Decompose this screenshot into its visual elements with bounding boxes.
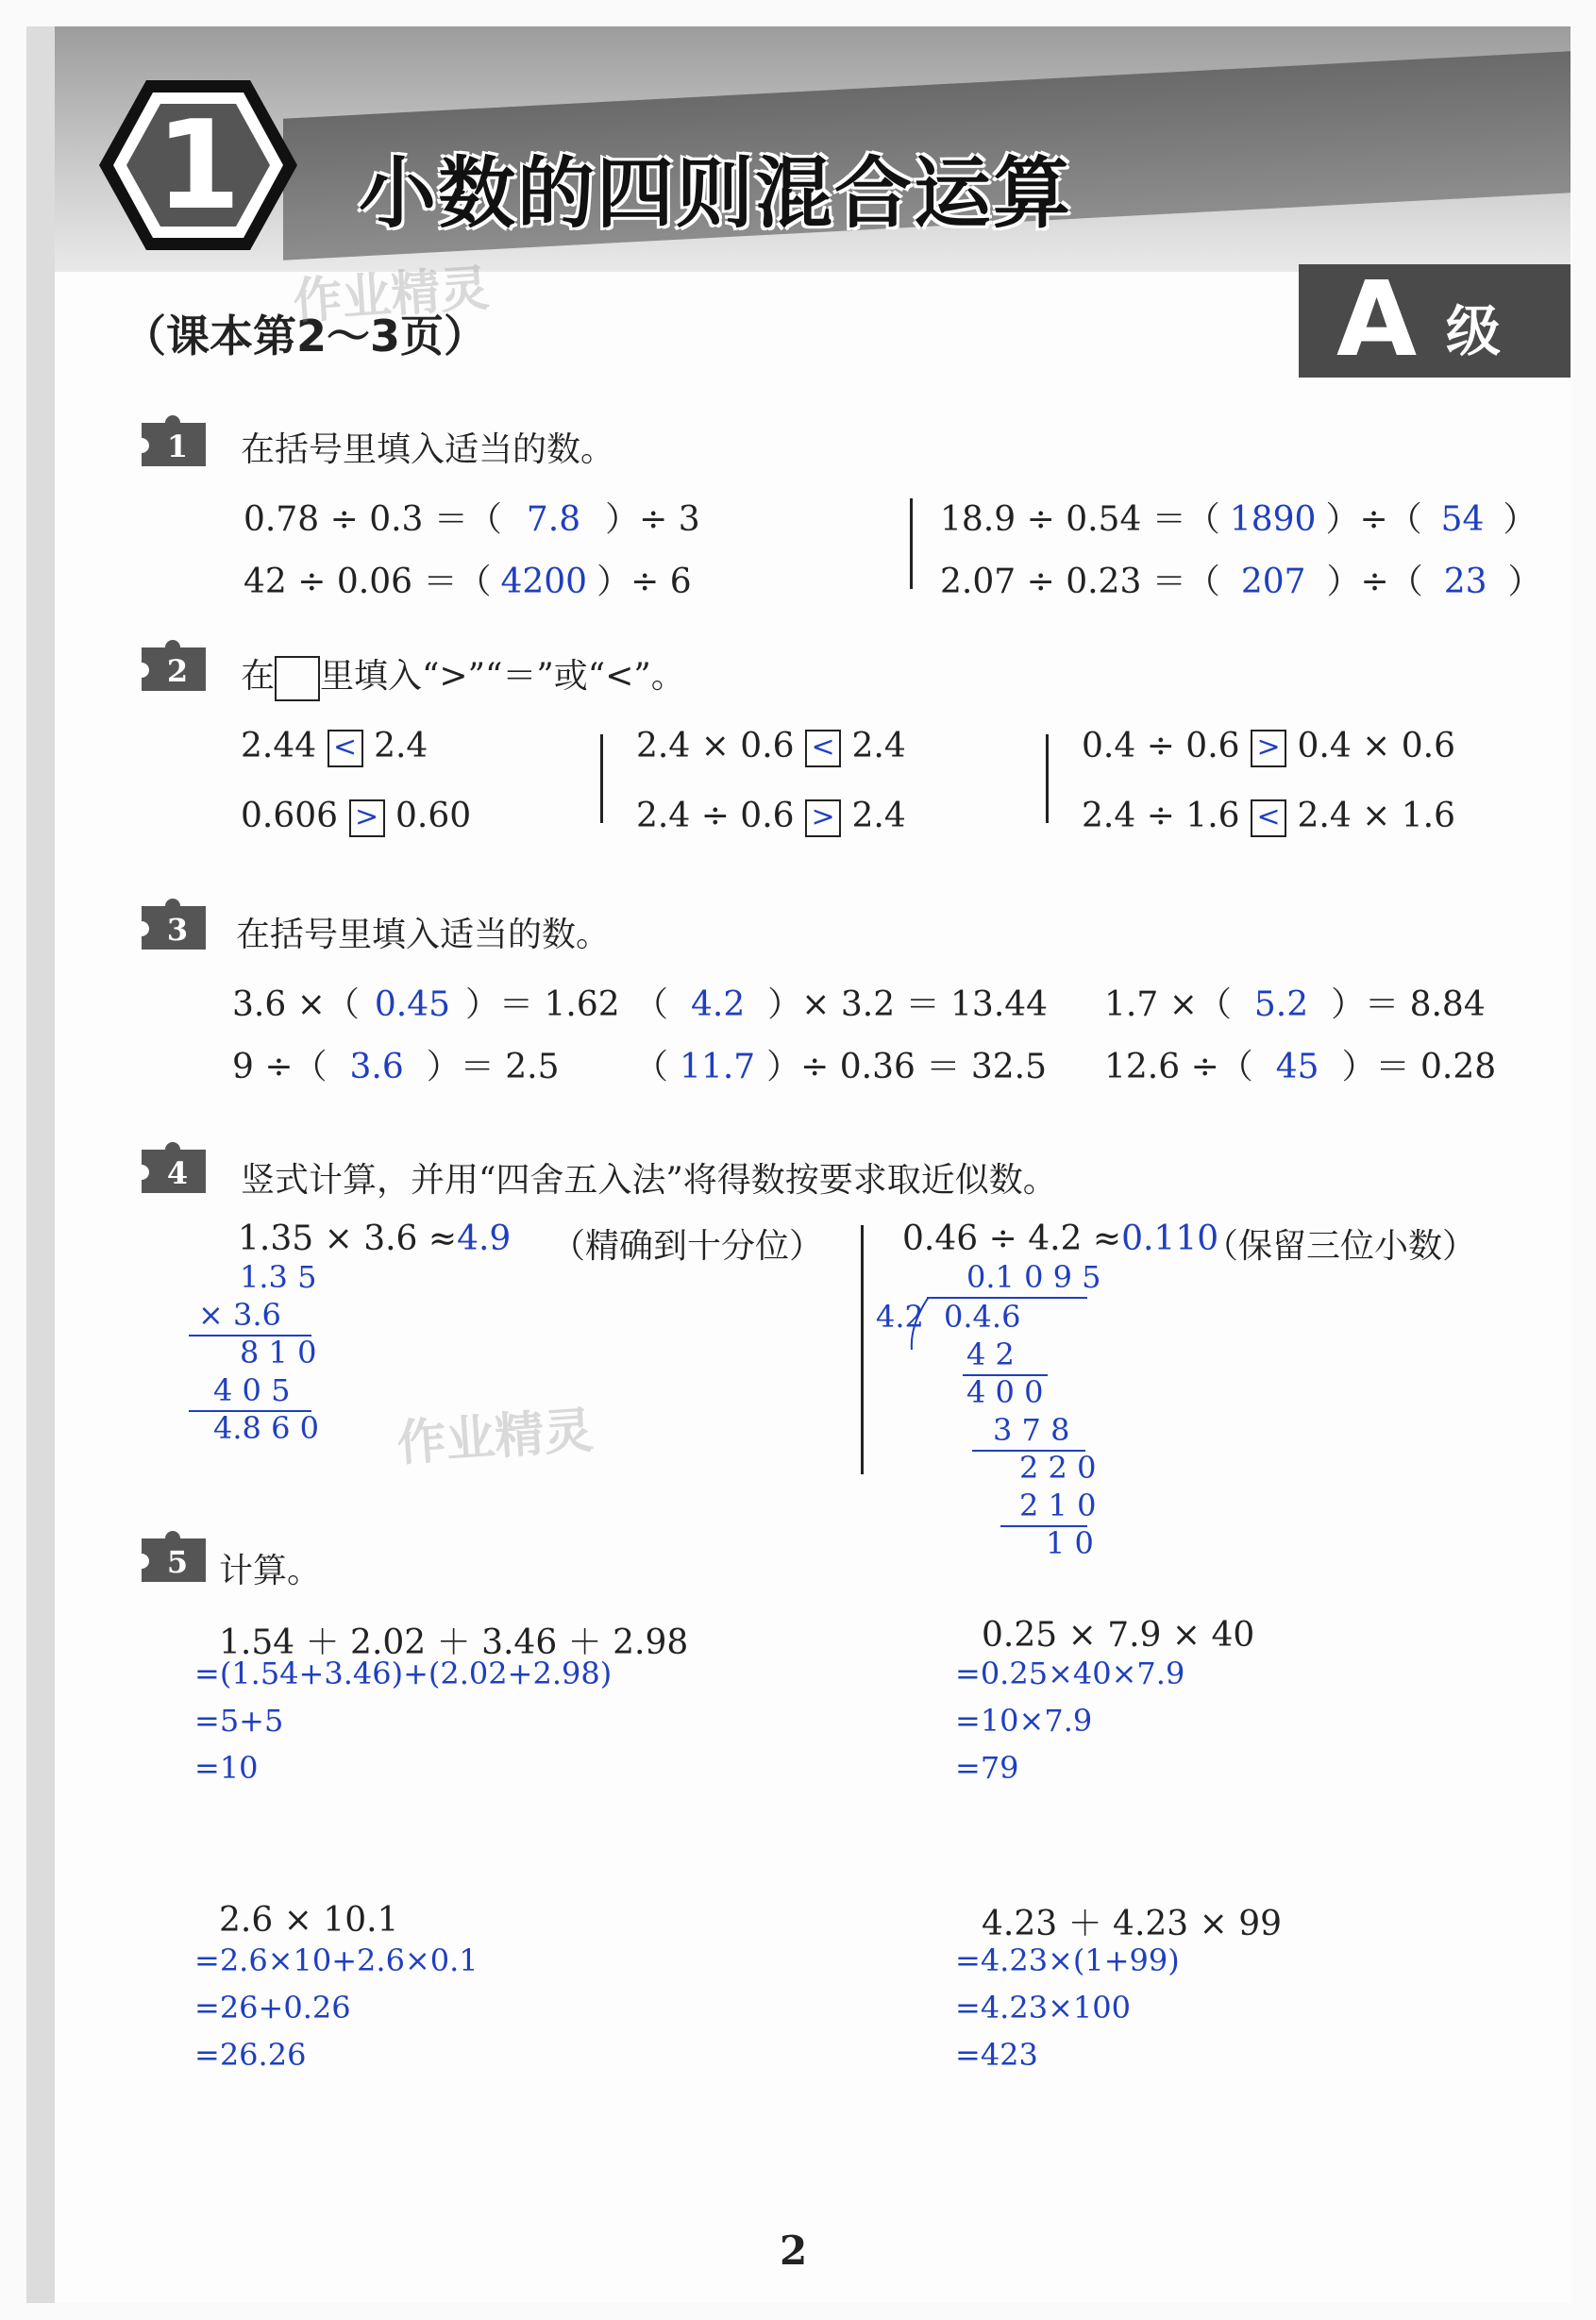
q3-item: （ 11.7 ）÷ 0.36 ＝ 32.5 xyxy=(634,1048,1047,1086)
q3-item: 1.7 ×（ 5.2 ）＝ 8.84 xyxy=(1104,985,1486,1024)
q5-problem-expr: 4.23 ＋ 4.23 × 99 xyxy=(982,1905,1283,1943)
q1-left-1: 0.78 ÷ 0.3 ＝（ 7.8 ）÷ 3 xyxy=(244,500,700,539)
q5-step: =423 xyxy=(955,2037,1038,2073)
chapter-title: 小数的四则混合运算 xyxy=(359,149,1073,239)
svg-text:3: 3 xyxy=(166,912,189,948)
q3-instruction: 在括号里填入适当的数。 xyxy=(236,916,611,954)
q5-step: =2.6×10+2.6×0.1 xyxy=(194,1942,479,1978)
puzzle-number-icon xyxy=(132,1142,217,1201)
q2-item: 0.4 ÷ 0.6 > 0.4 × 0.6 xyxy=(1082,727,1456,765)
q5-step: =26.26 xyxy=(194,2037,307,2073)
watermark: 作业精灵 xyxy=(395,1402,596,1473)
q1-left-2: 42 ÷ 0.06 ＝（ 4200 ）÷ 6 xyxy=(244,563,692,601)
long-division-dividend: 0.4.6 xyxy=(944,1299,1021,1335)
q5-problem-expr: 2.6 × 10.1 xyxy=(219,1901,399,1940)
q5-step: =10 xyxy=(194,1750,259,1786)
work-line: 2 2 0 xyxy=(1019,1450,1097,1486)
work-line: 3 7 8 xyxy=(993,1412,1070,1448)
column-divider xyxy=(861,1225,864,1474)
level-badge xyxy=(1299,259,1571,379)
q5-step: =26+0.26 xyxy=(194,1990,351,2026)
work-line: × 3.6 xyxy=(198,1297,281,1333)
q5-step: =79 xyxy=(955,1750,1019,1786)
puzzle-number-icon xyxy=(132,1531,217,1589)
q2-item: 0.606 > 0.60 xyxy=(241,797,472,835)
long-division-divisor: 4.2 xyxy=(876,1299,924,1335)
q5-instruction: 计算。 xyxy=(219,1552,322,1590)
q4-right-note: （保留三位小数） xyxy=(1204,1227,1477,1266)
q1-right-1: 18.9 ÷ 0.54 ＝（ 1890 ）÷（ 54 ） xyxy=(940,500,1537,539)
q5-step: =4.23×(1+99) xyxy=(955,1942,1180,1978)
work-line: 2 1 0 xyxy=(1019,1488,1097,1523)
long-division-quotient: 0.1 0 9 5 xyxy=(966,1259,1101,1295)
q2-instruction: 在 里填入“>”“＝”或“<”。 xyxy=(241,649,685,701)
work-line: 4.8 6 0 xyxy=(213,1410,319,1446)
svg-text:4: 4 xyxy=(166,1155,189,1191)
q4-left-expr: 1.35 × 3.6 ≈4.9 xyxy=(238,1219,512,1258)
work-line: 4 2 xyxy=(966,1337,1015,1372)
q5-problem-expr: 1.54 ＋ 2.02 ＋ 3.46 ＋ 2.98 xyxy=(219,1623,689,1662)
column-divider xyxy=(1046,734,1049,823)
puzzle-number-icon xyxy=(132,640,217,698)
q5-problem-expr: 0.25 × 7.9 × 40 xyxy=(982,1616,1255,1655)
level-word: 级 xyxy=(1446,299,1502,363)
work-line: 1.3 5 xyxy=(240,1259,317,1295)
q4-left-note: （精确到十分位） xyxy=(551,1227,824,1266)
q2-item: 2.4 × 0.6 < 2.4 xyxy=(636,727,906,765)
q5-step: =4.23×100 xyxy=(955,1990,1131,2026)
page-edge xyxy=(26,26,55,2303)
q5-step: =0.25×40×7.9 xyxy=(955,1656,1185,1691)
svg-text:1: 1 xyxy=(166,429,189,464)
q3-item: 9 ÷（ 3.6 ）＝ 2.5 xyxy=(232,1048,560,1086)
work-line: 1 0 xyxy=(1046,1525,1094,1561)
puzzle-number-icon xyxy=(132,899,217,957)
q3-item: 12.6 ÷（ 45 ）＝ 0.28 xyxy=(1104,1048,1497,1086)
q5-step: =5+5 xyxy=(194,1703,284,1739)
work-line: 8 1 0 xyxy=(240,1335,317,1370)
q1-right-2: 2.07 ÷ 0.23 ＝（ 207 ）÷（ 23 ） xyxy=(940,563,1542,601)
puzzle-number-icon xyxy=(132,415,217,474)
unit-hexagon-icon xyxy=(94,76,302,255)
q3-item: （ 4.2 ）× 3.2 ＝ 13.44 xyxy=(634,985,1049,1024)
q4-right-expr: 0.46 ÷ 4.2 ≈0.110 xyxy=(902,1219,1219,1258)
q5-step: =10×7.9 xyxy=(955,1703,1093,1739)
page-range: （课本第2～3页） xyxy=(123,311,488,361)
q1-instruction: 在括号里填入适当的数。 xyxy=(241,430,615,469)
q5-step: =(1.54+3.46)+(2.02+2.98) xyxy=(194,1656,613,1691)
svg-text:2: 2 xyxy=(166,653,189,689)
q3-item: 3.6 ×（ 0.45 ）＝ 1.62 xyxy=(232,985,620,1024)
watermark: 作业精灵 xyxy=(291,260,492,331)
level-letter: A xyxy=(1336,259,1418,379)
column-divider xyxy=(910,498,913,589)
svg-text:5: 5 xyxy=(166,1544,189,1580)
work-line: 4 0 5 xyxy=(213,1372,291,1408)
work-line: 4 0 0 xyxy=(966,1374,1044,1410)
unit-number: 1 xyxy=(155,93,242,237)
q4-instruction: 竖式计算，并用“四舍五入法”将得数按要求取近似数。 xyxy=(241,1161,1057,1200)
column-divider xyxy=(600,734,603,823)
q2-item: 2.44 < 2.4 xyxy=(241,727,428,765)
q2-item: 2.4 ÷ 1.6 < 2.4 × 1.6 xyxy=(1082,797,1456,835)
page-number: 2 xyxy=(780,2228,808,2274)
q2-item: 2.4 ÷ 0.6 > 2.4 xyxy=(636,797,906,835)
